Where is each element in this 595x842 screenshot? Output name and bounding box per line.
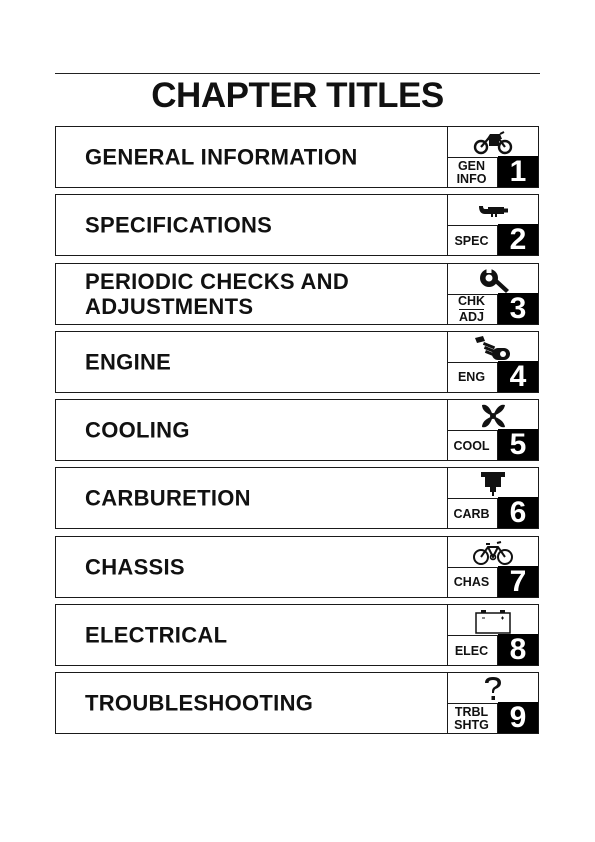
abbreviation-line: CHAS — [453, 575, 490, 590]
chapter-abbreviation — [447, 294, 498, 325]
engine-icon — [448, 334, 538, 362]
chapter-number-tab: 4 — [498, 361, 538, 392]
chapter-title-cell — [56, 195, 447, 255]
chapter-abbreviation — [447, 225, 498, 256]
chapter-row-general-information[interactable] — [55, 126, 539, 188]
chapter-row-specifications[interactable] — [55, 194, 539, 256]
abbreviation-line: CARB — [453, 506, 490, 521]
chapter-tab[interactable] — [447, 264, 538, 324]
abbreviation-line: ADJ — [458, 310, 484, 325]
chapter-tab[interactable] — [447, 673, 538, 733]
chapter-title-cell — [56, 673, 447, 733]
bicycle-chassis-icon — [448, 539, 538, 567]
chapter-row-engine[interactable] — [55, 331, 539, 393]
chapter-title-cell — [56, 264, 447, 324]
abbreviation-line: ENG — [457, 370, 486, 385]
abbreviation-line: ELEC — [454, 643, 489, 658]
chapter-abbreviation — [447, 157, 498, 188]
chapter-title: ENGINE — [85, 349, 172, 375]
chapter-number-tab: 3 — [498, 293, 538, 324]
chapter-abbreviation — [447, 498, 498, 529]
chapter-row-carburetion[interactable] — [55, 467, 539, 529]
chapter-title: CHASSIS — [85, 554, 185, 580]
chapter-title-cell — [56, 605, 447, 665]
chapter-abbreviation — [447, 567, 498, 598]
chapter-title-cell — [56, 332, 447, 392]
chapter-title: GENERAL INFORMATION — [85, 144, 358, 170]
chapter-row-periodic-checks-and-adjustments[interactable] — [55, 263, 539, 325]
chapter-title: SPECIFICATIONS — [85, 212, 273, 238]
chapter-title-cell — [56, 468, 447, 528]
wrench-spec-icon — [448, 197, 538, 225]
chapter-tab[interactable] — [447, 537, 538, 597]
page-title: CHAPTER TITLES — [151, 76, 444, 115]
chapter-title: CARBURETION — [85, 485, 251, 511]
chapter-title-cell — [56, 127, 447, 187]
abbreviation-line: INFO — [456, 172, 487, 186]
abbreviation-line: TRBL — [454, 705, 489, 720]
chapter-tab[interactable] — [447, 605, 538, 665]
chapter-title-cell — [56, 400, 447, 460]
chapter-list — [55, 126, 539, 741]
chapter-title-cell — [56, 537, 447, 597]
abbreviation-line: GEN — [457, 159, 486, 173]
battery-icon — [448, 607, 538, 635]
chapter-abbreviation — [447, 635, 498, 666]
chapter-row-cooling[interactable] — [55, 399, 539, 461]
chapter-number-tab: 9 — [498, 702, 538, 733]
abbreviation-line: SPEC — [454, 233, 489, 248]
chapter-number-tab: 2 — [498, 224, 538, 255]
chapter-tab[interactable] — [447, 195, 538, 255]
chapter-title: ELECTRICAL — [85, 622, 228, 648]
chapter-title: PERIODIC CHECKS AND ADJUSTMENTS — [85, 268, 350, 319]
chapter-abbreviation — [447, 362, 498, 393]
carburetor-icon — [448, 470, 538, 498]
question-icon — [448, 675, 538, 703]
chapter-row-electrical[interactable] — [55, 604, 539, 666]
fan-icon — [448, 402, 538, 430]
motorcycle-icon — [448, 129, 538, 157]
chapter-tab[interactable] — [447, 400, 538, 460]
chapter-row-chassis[interactable] — [55, 536, 539, 598]
chapter-tab[interactable] — [447, 127, 538, 187]
chapter-abbreviation — [447, 703, 498, 734]
chapter-tab[interactable] — [447, 468, 538, 528]
chapter-number-tab: 1 — [498, 156, 538, 187]
wrench-adjust-icon — [448, 266, 538, 294]
abbreviation-line: SHTG — [454, 718, 489, 733]
chapter-number-tab: 7 — [498, 566, 538, 597]
chapter-number-tab: 8 — [498, 634, 538, 665]
abbreviation-line: COOL — [453, 438, 490, 453]
chapter-number-tab: 6 — [498, 497, 538, 528]
chapter-abbreviation — [447, 430, 498, 461]
chapter-title: COOLING — [85, 417, 190, 443]
abbreviation-line: CHK — [457, 294, 486, 309]
chapter-number-tab: 5 — [498, 429, 538, 460]
chapter-title: TROUBLESHOOTING — [85, 690, 314, 716]
chapter-row-troubleshooting[interactable] — [55, 672, 539, 734]
chapter-tab[interactable] — [447, 332, 538, 392]
